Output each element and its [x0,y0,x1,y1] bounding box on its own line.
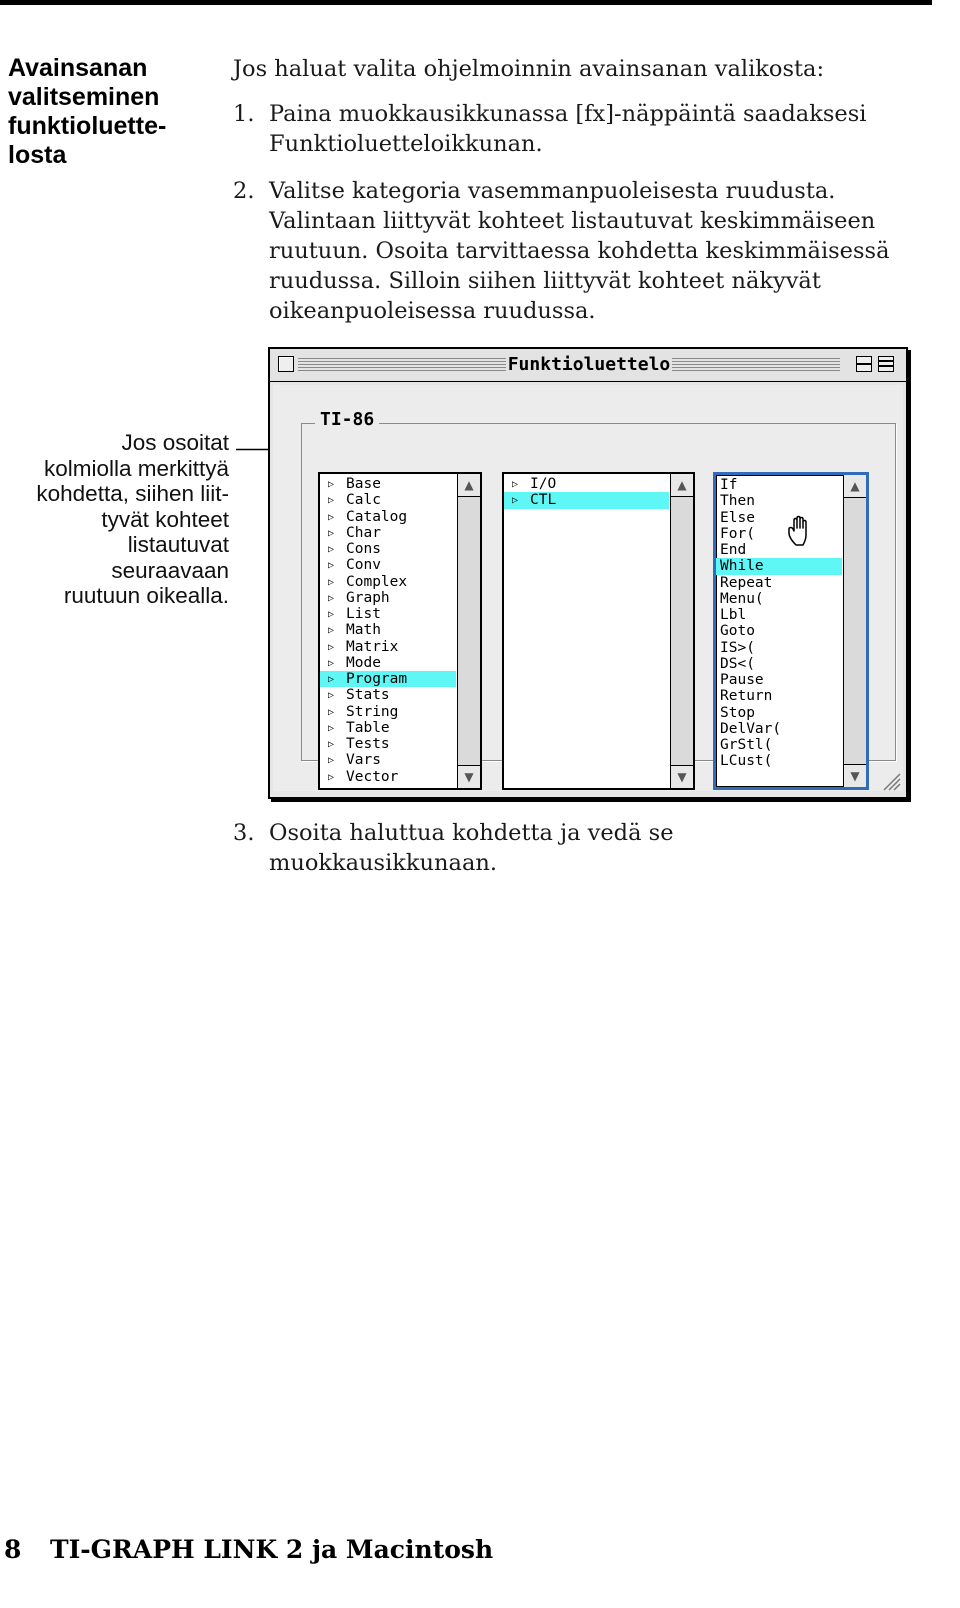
category-item[interactable] [320,639,456,655]
command-item[interactable] [716,656,842,672]
command-item-label: Menu( [720,590,764,607]
triangle-right-icon: ▷ [328,625,335,637]
triangle-right-icon: ▷ [328,771,335,783]
triangle-right-icon: ▷ [328,511,335,523]
category-item[interactable] [320,720,456,736]
step-line: ruutuun. Osoita tarvittaessa kohdetta keskimmäisessä [269,238,890,264]
step-line: muokkausikkunaan. [269,850,498,876]
category-item[interactable] [320,622,456,638]
category-item-label: Table [346,719,390,736]
step-number: 3. [233,820,255,846]
function-list-window [268,347,908,799]
command-item[interactable] [716,607,842,623]
command-item[interactable] [716,493,842,509]
scroll-up-arrow-icon[interactable]: ▲ [458,474,480,497]
triangle-right-icon: ▷ [328,755,335,767]
triangle-right-icon: ▷ [328,609,335,620]
category-item[interactable] [320,492,456,508]
category-item[interactable] [320,557,456,573]
subcategory-item-label: CTL [530,492,557,509]
callout-line: kohdetta, siihen liit- [36,481,229,506]
triangle-right-icon: ▷ [328,527,335,539]
category-item[interactable] [320,671,456,687]
command-item-label: Pause [720,672,764,688]
scrollbar[interactable] [843,475,866,787]
category-item-label: Graph [346,589,390,606]
category-item-label: Vars [346,752,381,769]
command-item-label: If [720,477,738,493]
category-item-label: Char [346,524,381,541]
callout-line: kolmiolla merkittyä [43,455,229,481]
command-item[interactable] [716,753,842,769]
command-item-label: Goto [720,623,755,640]
section-heading-line: losta [8,141,67,169]
category-item-label: Vector [346,768,399,785]
window-title: Funktioluettelo [507,354,671,375]
triangle-right-icon: ▷ [328,560,335,572]
triangle-right-icon: ▷ [328,576,335,588]
scroll-down-arrow-icon[interactable]: ▼ [844,764,866,787]
page-number: 8 [4,1535,22,1564]
category-item[interactable] [320,476,456,492]
section-heading-line: funktioluette- [8,112,167,140]
intro-text: Jos haluat valita ohjelmoinnin avainsanan valikosta: [233,56,825,82]
callout-line: seuraavaan [111,557,229,583]
category-item-label: Cons [346,541,381,557]
category-item[interactable] [320,752,456,768]
category-item-label: Mode [346,654,381,671]
category-item-label: Base [346,476,381,492]
category-item[interactable] [320,590,456,606]
step-number: 2. [233,178,255,204]
category-item[interactable] [320,736,456,752]
category-item-label: Program [346,671,408,687]
triangle-right-icon: ▷ [328,544,335,555]
section-heading-line: Avainsanan [8,54,148,82]
category-item[interactable] [320,509,456,525]
command-item[interactable] [716,558,842,574]
command-item[interactable] [716,542,842,558]
triangle-right-icon: ▷ [512,495,519,507]
triangle-right-icon: ▷ [328,479,335,490]
category-item[interactable] [320,525,456,541]
command-item-label: Else [720,509,755,526]
top-rule [0,0,932,5]
window-content [273,385,903,791]
scrollbar[interactable] [457,474,480,788]
category-item[interactable] [320,687,456,703]
step-3 [233,818,923,878]
command-item[interactable] [716,575,842,591]
triangle-right-icon: ▷ [328,722,335,734]
section-heading [8,54,198,170]
category-item-label: Conv [346,557,381,574]
command-item-label: IS>( [720,639,755,656]
scroll-up-arrow-icon[interactable]: ▲ [671,474,693,497]
resize-grip-icon[interactable] [878,768,904,794]
triangle-right-icon: ▷ [328,592,335,604]
triangle-right-icon: ▷ [328,690,335,702]
command-item-label: LCust( [720,753,773,770]
command-item[interactable] [716,688,842,704]
zoom-box-icon[interactable] [856,356,872,372]
triangle-right-icon: ▷ [328,495,335,507]
command-item[interactable] [716,591,842,607]
category-item[interactable] [320,655,456,671]
scroll-up-arrow-icon[interactable]: ▲ [844,475,866,498]
category-item-label: Catalog [346,508,408,525]
command-item-label: End [720,542,747,558]
category-item-label: Matrix [346,638,399,655]
close-box-icon[interactable] [278,356,294,372]
step-line: Osoita haluttua kohdetta ja vedä se [269,820,674,846]
category-item[interactable] [320,769,456,785]
scroll-down-arrow-icon[interactable]: ▼ [671,765,693,788]
callout-line: tyvät kohteet [101,506,229,532]
callout-text [10,430,229,609]
step-line: Funktioluetteloikkunan. [269,131,543,157]
category-item-label: List [346,606,381,622]
category-item-label: Math [346,622,381,639]
scroll-down-arrow-icon[interactable]: ▼ [458,765,480,788]
category-item[interactable] [320,606,456,622]
category-item-label: Calc [346,492,381,509]
section-heading-line: valitseminen [8,83,160,111]
category-item-label: Tests [346,736,390,752]
step-line: Valintaan liittyvät kohteet listautuvat keskimmäiseen [269,208,876,234]
command-item-label: For( [720,525,755,542]
triangle-right-icon: ▷ [328,641,335,653]
command-item-label: DelVar( [720,720,782,737]
category-item[interactable] [320,574,456,590]
command-item-label: Then [720,493,755,510]
step-number: 1. [233,101,255,127]
step-line: oikeanpuoleisessa ruudussa. [269,298,596,324]
category-item[interactable] [320,704,456,720]
command-item[interactable] [716,510,842,526]
command-item-label: Lbl [720,607,747,623]
category-item-label: Stats [346,687,390,704]
category-item[interactable] [320,541,456,557]
category-item-label: Complex [346,573,408,590]
command-item-label: Stop [720,704,755,721]
command-item[interactable] [716,721,842,737]
scrollbar[interactable] [670,474,693,788]
step-line: Valitse kategoria vasemmanpuoleisesta ruudusta. [269,178,836,204]
hand-pointer-icon [786,515,816,547]
command-item[interactable] [716,640,842,656]
command-item[interactable] [716,477,842,493]
command-item-label: Return [720,688,773,705]
group-label: TI-86 [315,409,379,431]
command-item-label: DS<( [720,655,755,672]
command-item[interactable] [716,623,842,639]
category-item-label: String [346,703,399,720]
command-item-label: While [720,558,764,575]
step-1 [233,99,923,159]
command-item[interactable] [716,526,842,542]
step-line: ruudussa. Silloin siihen liittyvät kohteet näkyvät [269,268,821,294]
command-item-label: GrStl( [720,737,773,753]
triangle-right-icon: ▷ [328,706,335,718]
titlebar-stripes [672,356,840,372]
callout-line: Jos osoitat [121,430,229,455]
triangle-right-icon: ▷ [328,657,335,669]
triangle-right-icon: ▷ [328,674,335,685]
subcategory-list[interactable] [502,472,695,790]
titlebar-stripes [298,356,506,372]
command-item-label: Repeat [720,574,773,591]
command-item[interactable] [716,672,842,688]
collapse-box-icon[interactable] [878,356,894,372]
triangle-right-icon: ▷ [328,739,335,750]
footer-title: TI-GRAPH LINK 2 ja Macintosh [50,1535,494,1564]
step-line: Paina muokkausikkunassa [fx]-näppäintä saadaksesi [269,101,867,127]
subcategory-item-label: I/O [530,476,557,492]
callout-line: ruutuun oikealla. [63,583,229,608]
category-list[interactable] [318,472,482,790]
step-2 [233,176,923,326]
command-item[interactable] [716,737,842,753]
callout-line: listautuvat [127,532,229,557]
subcategory-item[interactable] [504,476,669,492]
triangle-right-icon: ▷ [512,479,519,490]
command-item[interactable] [716,705,842,721]
window-titlebar[interactable] [270,349,906,382]
subcategory-item[interactable] [504,492,669,508]
